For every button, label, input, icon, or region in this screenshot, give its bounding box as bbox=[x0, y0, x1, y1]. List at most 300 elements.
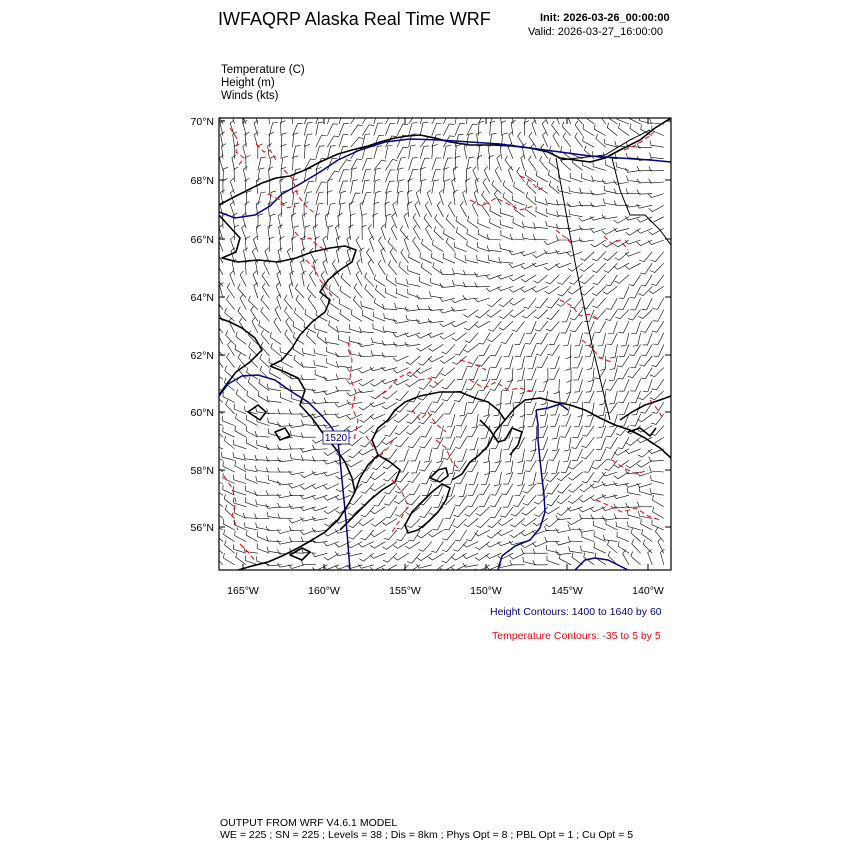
wind-barb bbox=[293, 156, 298, 171]
wind-barb bbox=[499, 310, 513, 319]
wind-barb bbox=[422, 239, 432, 252]
wind-barb bbox=[295, 284, 304, 298]
wind-barb bbox=[563, 333, 571, 346]
wind-barb bbox=[637, 204, 653, 208]
wind-barb bbox=[421, 426, 432, 437]
wind-barb bbox=[513, 495, 524, 506]
wind-barb bbox=[394, 414, 408, 422]
wind-barb bbox=[536, 171, 547, 182]
wind-barb bbox=[417, 344, 432, 351]
wind-barb bbox=[405, 342, 420, 346]
wind-barb bbox=[478, 218, 490, 228]
wind-barb bbox=[639, 356, 652, 366]
wind-barb bbox=[651, 275, 663, 286]
wind-barb bbox=[236, 332, 246, 345]
wind-barb bbox=[567, 202, 582, 206]
wind-barb bbox=[370, 402, 386, 406]
wind-barb bbox=[362, 193, 371, 206]
wind-barb bbox=[407, 553, 420, 563]
wind-barb bbox=[592, 310, 605, 320]
wind-barb bbox=[347, 460, 362, 466]
wind-barb bbox=[630, 123, 641, 135]
wind-barb bbox=[359, 426, 374, 434]
wind-barb bbox=[245, 237, 250, 252]
wind-barb bbox=[385, 160, 397, 171]
wind-barb bbox=[304, 144, 310, 158]
wind-barb bbox=[395, 426, 409, 435]
wind-barb bbox=[584, 460, 595, 472]
wind-barb bbox=[641, 519, 653, 530]
wind-barb bbox=[618, 437, 629, 448]
temperature-contours-note: Temperature Contours: -35 to 5 by 5 bbox=[492, 630, 661, 642]
wind-barb bbox=[544, 526, 559, 531]
wind-barb bbox=[456, 227, 466, 240]
wind-barb bbox=[557, 507, 571, 516]
wind-barb bbox=[580, 275, 594, 284]
wind-barb bbox=[455, 124, 465, 136]
wind-barb bbox=[483, 402, 490, 416]
wind-barb bbox=[436, 449, 443, 463]
footer-model: OUTPUT FROM WRF V4.6.1 MODEL bbox=[220, 817, 398, 829]
wind-barb bbox=[339, 160, 351, 171]
wind-barb bbox=[651, 475, 664, 483]
wind-barb bbox=[316, 122, 323, 136]
wind-barb bbox=[315, 370, 327, 380]
wind-barb bbox=[593, 162, 606, 171]
wind-barb bbox=[293, 321, 304, 333]
wind-barb bbox=[274, 318, 281, 333]
wind-barb bbox=[444, 518, 455, 530]
wind-barb bbox=[476, 518, 490, 527]
wind-barb bbox=[382, 353, 397, 358]
wind-barb bbox=[499, 257, 513, 263]
wind-barb bbox=[513, 195, 525, 205]
wind-barb bbox=[503, 181, 513, 194]
wind-barb bbox=[519, 414, 525, 428]
wind-barb bbox=[329, 285, 339, 298]
wind-barb bbox=[238, 307, 246, 321]
wind-barb bbox=[314, 348, 328, 356]
wind-barb bbox=[429, 291, 443, 298]
wind-barb bbox=[301, 375, 316, 380]
wind-barb bbox=[650, 368, 664, 377]
wind-barb bbox=[408, 472, 421, 482]
wind-barb bbox=[246, 438, 258, 449]
wind-barb bbox=[237, 377, 247, 391]
wind-barb bbox=[570, 298, 583, 308]
wind-barb bbox=[550, 414, 559, 427]
wind-barb bbox=[638, 310, 652, 319]
wind-barb bbox=[503, 192, 513, 205]
wind-barb bbox=[580, 484, 595, 492]
wind-barb bbox=[551, 460, 559, 473]
wind-barb bbox=[430, 402, 443, 412]
wind-barb bbox=[561, 414, 571, 426]
wind-barb bbox=[506, 460, 513, 474]
wind-barb bbox=[592, 286, 606, 295]
wind-barb bbox=[487, 234, 501, 240]
wind-barb bbox=[419, 379, 432, 389]
wind-barb bbox=[654, 344, 664, 356]
wind-barb bbox=[572, 391, 583, 403]
wind-barb bbox=[258, 168, 265, 182]
wind-barb bbox=[602, 215, 617, 219]
wind-barb bbox=[552, 437, 559, 451]
wind-barb bbox=[413, 214, 420, 229]
wind-barb bbox=[432, 253, 444, 263]
wind-barb bbox=[568, 524, 582, 530]
wind-barb bbox=[478, 484, 490, 495]
wind-barb bbox=[527, 379, 536, 391]
wind-barb bbox=[649, 466, 663, 472]
wind-barb bbox=[609, 391, 617, 404]
wind-barb bbox=[522, 507, 536, 515]
wind-barb bbox=[630, 356, 640, 368]
wind-barb bbox=[617, 356, 629, 367]
wind-barb bbox=[452, 356, 466, 364]
wind-barb bbox=[213, 424, 223, 437]
wind-barb bbox=[479, 344, 490, 355]
wind-barb bbox=[246, 415, 257, 426]
wind-barb bbox=[304, 181, 314, 193]
wind-barb bbox=[527, 402, 536, 414]
wind-barb bbox=[389, 261, 398, 275]
wind-barb bbox=[361, 484, 374, 494]
wind-barb bbox=[235, 344, 246, 356]
wind-barb bbox=[534, 222, 548, 228]
wind-barb bbox=[478, 121, 484, 135]
wind-barb bbox=[225, 366, 235, 379]
wind-barb bbox=[479, 495, 490, 507]
wind-barb bbox=[580, 286, 594, 295]
wind-barb bbox=[552, 121, 560, 136]
wind-barb bbox=[417, 295, 432, 300]
wind-barb bbox=[393, 368, 408, 373]
wind-barb bbox=[407, 279, 421, 287]
wind-barb bbox=[556, 550, 571, 554]
wind-barb bbox=[466, 530, 478, 541]
wind-barb bbox=[410, 449, 420, 461]
wind-barb bbox=[652, 379, 664, 390]
wind-barb bbox=[388, 238, 397, 252]
wind-barb bbox=[428, 319, 443, 323]
wind-barb bbox=[316, 136, 327, 148]
wind-barb bbox=[457, 368, 467, 380]
wind-barb bbox=[593, 275, 606, 285]
wind-barb bbox=[351, 159, 362, 170]
wind-barb bbox=[561, 321, 571, 333]
wind-barb bbox=[234, 167, 239, 182]
wind-barb bbox=[327, 226, 333, 240]
wind-barb bbox=[626, 460, 641, 468]
wind-barb bbox=[582, 472, 594, 483]
wind-barb bbox=[336, 361, 350, 367]
wind-barb bbox=[213, 494, 223, 507]
wind-barb bbox=[316, 146, 325, 159]
wind-barb bbox=[525, 333, 536, 344]
wind-barb bbox=[293, 146, 301, 159]
wind-barb bbox=[256, 225, 261, 240]
wind-barb bbox=[648, 194, 664, 198]
wind-barb bbox=[446, 426, 456, 438]
wind-barb bbox=[460, 202, 466, 217]
wind-barb bbox=[581, 546, 595, 553]
wind-barb bbox=[556, 528, 571, 532]
wind-barb bbox=[378, 260, 385, 275]
wind-barb bbox=[560, 554, 572, 565]
wind-barb bbox=[249, 296, 258, 310]
wind-barb bbox=[374, 123, 383, 136]
wind-barb bbox=[618, 368, 629, 379]
lon-label-165: 165°W bbox=[227, 585, 259, 597]
wind-barb bbox=[501, 333, 513, 344]
wind-barb bbox=[521, 263, 536, 269]
wind-barb bbox=[432, 144, 438, 158]
wind-barb bbox=[430, 278, 443, 286]
wind-barb bbox=[289, 471, 305, 475]
wind-barb bbox=[606, 519, 618, 530]
wind-barb bbox=[374, 191, 381, 205]
wind-barb bbox=[529, 156, 537, 171]
wind-barb bbox=[384, 313, 397, 321]
wind-barb bbox=[500, 507, 513, 517]
wind-barb bbox=[409, 170, 418, 182]
wind-barb bbox=[510, 518, 524, 527]
wind-barb bbox=[259, 321, 270, 333]
wind-barb bbox=[495, 167, 501, 182]
wind-barb bbox=[374, 275, 385, 287]
wind-barb bbox=[341, 273, 351, 287]
wind-barb bbox=[446, 214, 455, 228]
wind-barb bbox=[293, 133, 299, 147]
wind-barb bbox=[653, 310, 664, 322]
wind-barb bbox=[643, 379, 652, 391]
wind-barb bbox=[535, 321, 548, 331]
wind-barb bbox=[235, 426, 246, 437]
wind-barb bbox=[639, 252, 652, 262]
wind-barb bbox=[337, 326, 351, 333]
wind-barb bbox=[526, 321, 536, 333]
wind-barb bbox=[442, 542, 455, 552]
wind-barb bbox=[261, 295, 269, 309]
wind-barb bbox=[289, 410, 304, 415]
wind-barb bbox=[616, 522, 629, 530]
wind-barb bbox=[478, 333, 489, 344]
wind-barb bbox=[307, 284, 316, 298]
lat-label-68: 68°N bbox=[190, 175, 214, 187]
wind-barb bbox=[546, 275, 560, 284]
wind-barb bbox=[643, 333, 653, 345]
wind-barb bbox=[325, 213, 329, 228]
wind-barb bbox=[463, 270, 478, 275]
wind-barb bbox=[277, 540, 292, 544]
wind-barb bbox=[652, 520, 664, 530]
wind-barb bbox=[468, 216, 479, 228]
wind-barb bbox=[641, 275, 653, 286]
wind-barb bbox=[420, 402, 432, 413]
wind-barb bbox=[594, 124, 605, 135]
wind-barb bbox=[581, 449, 594, 459]
wind-barb bbox=[409, 158, 418, 171]
wind-barb bbox=[395, 437, 408, 447]
wind-barb bbox=[603, 252, 617, 261]
wind-barb bbox=[496, 391, 502, 406]
wind-barb bbox=[574, 379, 582, 392]
wind-barb bbox=[464, 143, 468, 158]
wind-barb bbox=[406, 356, 420, 365]
lat-label-64: 64°N bbox=[190, 292, 214, 304]
wind-barb bbox=[515, 333, 525, 345]
wind-barb bbox=[293, 203, 300, 217]
wind-barb bbox=[432, 124, 442, 136]
wind-barb bbox=[490, 206, 502, 217]
wind-barb bbox=[488, 518, 502, 527]
wind-barb bbox=[327, 191, 332, 206]
wind-barb bbox=[454, 507, 467, 517]
wind-barb bbox=[347, 414, 362, 419]
wind-barb bbox=[603, 535, 617, 542]
wind-barb bbox=[312, 516, 327, 520]
wind-barb bbox=[292, 213, 297, 228]
wind-barb bbox=[565, 109, 571, 124]
wind-barb bbox=[448, 460, 455, 474]
wind-barb bbox=[357, 259, 362, 274]
wind-barb bbox=[587, 356, 595, 370]
wind-barb bbox=[467, 110, 473, 125]
lat-label-58: 58°N bbox=[190, 465, 214, 477]
wind-barb bbox=[650, 140, 664, 147]
wind-barb bbox=[236, 413, 247, 425]
wind-barb bbox=[233, 475, 246, 484]
wind-barb bbox=[538, 437, 548, 449]
wind-barb bbox=[608, 540, 618, 553]
wind-barb bbox=[465, 333, 478, 343]
wind-barb bbox=[614, 263, 629, 269]
wind-barb bbox=[247, 368, 258, 380]
wind-barb bbox=[397, 191, 403, 205]
wind-barb bbox=[467, 229, 478, 240]
wind-barb bbox=[443, 145, 451, 159]
wind-barb bbox=[212, 367, 223, 379]
wind-barb bbox=[427, 190, 432, 206]
wind-barb bbox=[224, 436, 234, 449]
wind-barb bbox=[321, 271, 327, 286]
wind-barb bbox=[285, 330, 293, 345]
wind-barb bbox=[570, 321, 582, 332]
wind-barb bbox=[442, 530, 455, 540]
wind-barb bbox=[475, 272, 490, 276]
wind-barb bbox=[340, 286, 351, 298]
wind-barb bbox=[351, 310, 362, 322]
wind-barb bbox=[338, 213, 343, 228]
wind-barb bbox=[255, 431, 269, 437]
wind-barb bbox=[247, 530, 258, 541]
lat-label-70: 70°N bbox=[190, 116, 214, 128]
wind-barb bbox=[649, 205, 664, 211]
wind-barb bbox=[568, 472, 583, 480]
init-time: Init: 2026-03-26_00:00:00 bbox=[540, 12, 670, 24]
lon-label-160: 160°W bbox=[308, 585, 340, 597]
wind-barb bbox=[573, 356, 583, 368]
wind-barb bbox=[289, 423, 304, 427]
wind-barb bbox=[431, 542, 443, 553]
wind-barb bbox=[596, 437, 606, 449]
wind-barb bbox=[409, 484, 421, 495]
wind-barb bbox=[605, 310, 617, 321]
wind-barb bbox=[411, 460, 420, 473]
wind-barb bbox=[227, 283, 235, 298]
wind-barb bbox=[591, 203, 606, 207]
wind-barb bbox=[373, 495, 385, 506]
wind-barb bbox=[546, 310, 559, 320]
wind-barb bbox=[617, 532, 629, 542]
wind-barb bbox=[627, 488, 641, 496]
wind-barb bbox=[328, 310, 339, 321]
wind-barb bbox=[336, 386, 351, 391]
wind-barb bbox=[650, 263, 664, 272]
wind-barb bbox=[289, 444, 304, 449]
wind-barb bbox=[517, 368, 525, 382]
wind-barb bbox=[246, 426, 257, 437]
wind-barb bbox=[509, 286, 524, 292]
wind-barb bbox=[606, 426, 618, 437]
valid-time: Valid: 2026-03-27_16:00:00 bbox=[528, 26, 663, 38]
wind-barb bbox=[592, 176, 606, 182]
wind-barb bbox=[226, 331, 235, 345]
wind-barb bbox=[637, 472, 653, 476]
wind-barb bbox=[558, 286, 571, 296]
wind-barb bbox=[324, 376, 339, 381]
wind-barb bbox=[583, 124, 594, 136]
wind-barb bbox=[631, 391, 641, 403]
wind-barb bbox=[302, 236, 306, 251]
wind-barb bbox=[457, 379, 467, 391]
wind-barb bbox=[339, 335, 351, 345]
wind-barb bbox=[261, 307, 270, 321]
wind-barb bbox=[499, 321, 513, 330]
wind-barb bbox=[464, 518, 478, 526]
wind-barb bbox=[547, 556, 560, 565]
wind-barb bbox=[296, 295, 304, 309]
wind-barb bbox=[619, 402, 629, 414]
wind-barb bbox=[397, 147, 408, 159]
wind-barb bbox=[358, 564, 374, 568]
wind-barb bbox=[643, 539, 652, 553]
wind-barb bbox=[304, 122, 312, 135]
wind-barb bbox=[540, 156, 548, 171]
wind-barb bbox=[479, 379, 490, 390]
wind-barb bbox=[653, 333, 664, 345]
wind-barb bbox=[512, 321, 525, 331]
wind-barb bbox=[370, 379, 385, 386]
wind-barb bbox=[499, 298, 513, 307]
wind-barb bbox=[469, 437, 478, 450]
wind-barb bbox=[446, 238, 455, 252]
wind-barb bbox=[324, 398, 339, 403]
wind-barb bbox=[408, 289, 421, 298]
wind-barb bbox=[554, 379, 559, 394]
wind-barb bbox=[294, 308, 304, 321]
wind-barb bbox=[408, 437, 420, 448]
wind-barb bbox=[606, 379, 618, 390]
wind-barb bbox=[435, 214, 444, 228]
wind-barb bbox=[487, 298, 501, 307]
wind-barb bbox=[336, 352, 351, 357]
wind-barb bbox=[500, 220, 513, 229]
wind-barb bbox=[508, 167, 513, 183]
wind-barb bbox=[223, 427, 235, 438]
wind-barb bbox=[621, 333, 629, 346]
